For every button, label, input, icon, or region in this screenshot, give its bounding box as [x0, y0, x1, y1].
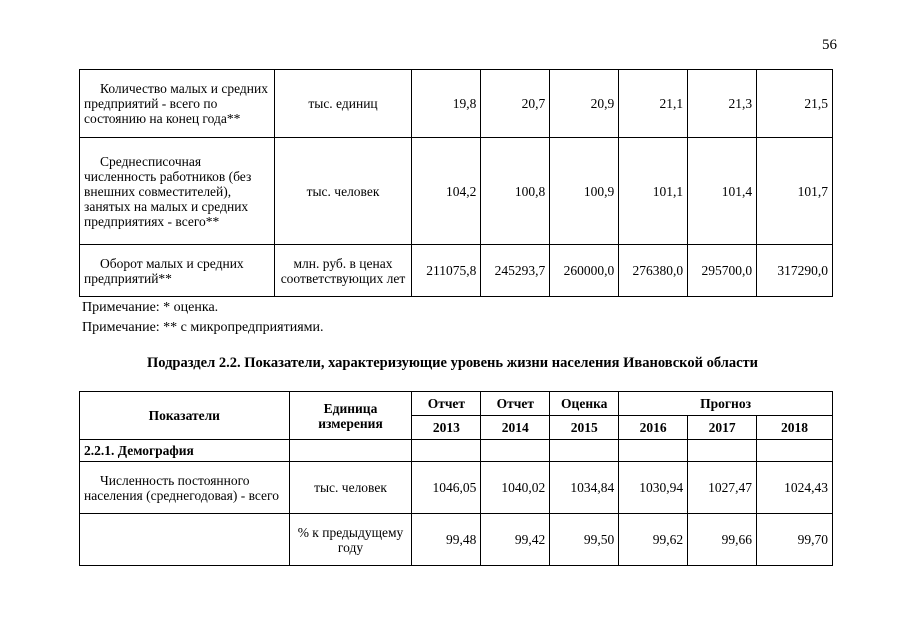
value-cell: 101,4 — [688, 138, 757, 245]
header-unit: Единица измерения — [289, 392, 412, 440]
empty-cell — [412, 440, 481, 462]
table-row — [80, 245, 833, 297]
section-title: 2.2.1. Демография — [80, 440, 290, 462]
unit-cell: тыс. человек — [289, 462, 412, 514]
header-group-estimate: Оценка — [550, 392, 619, 416]
unit-cell: млн. руб. в ценах соответствующих лет — [274, 245, 412, 297]
empty-cell — [688, 440, 757, 462]
value-cell: 21,1 — [619, 70, 688, 138]
value-cell: 211075,8 — [412, 245, 481, 297]
value-cell: 1034,84 — [550, 462, 619, 514]
header-year: 2015 — [550, 416, 619, 440]
value-cell: 1030,94 — [619, 462, 688, 514]
value-cell: 295700,0 — [688, 245, 757, 297]
value-cell: 276380,0 — [619, 245, 688, 297]
indicator-cell: Численность постоянного населения (среднегодовая) - всего — [80, 462, 290, 514]
header-row — [80, 392, 833, 416]
value-cell: 101,1 — [619, 138, 688, 245]
unit-cell: % к предыдущему году — [289, 514, 412, 566]
living-standards-table — [79, 391, 833, 566]
value-cell: 317290,0 — [757, 245, 833, 297]
value-cell: 99,50 — [550, 514, 619, 566]
value-cell: 19,8 — [412, 70, 481, 138]
value-cell: 21,5 — [757, 70, 833, 138]
value-cell: 104,2 — [412, 138, 481, 245]
value-cell: 260000,0 — [550, 245, 619, 297]
note-estimate: Примечание: * оценка. — [82, 300, 219, 315]
value-cell: 1040,02 — [481, 462, 550, 514]
page-number: 56 — [822, 37, 837, 53]
value-cell: 99,42 — [481, 514, 550, 566]
indicator-cell: Среднесписочная численность работников (без внешних совместителей), занятых на малых и средних предприятиях - всего** — [80, 138, 275, 245]
unit-cell: тыс. человек — [274, 138, 412, 245]
value-cell: 20,7 — [481, 70, 550, 138]
value-cell: 99,48 — [412, 514, 481, 566]
indicator-cell — [80, 514, 290, 566]
subsection-title: Подраздел 2.2. Показатели, характеризующие уровень жизни населения Ивановской области — [146, 355, 759, 371]
value-cell: 99,66 — [688, 514, 757, 566]
value-cell: 245293,7 — [481, 245, 550, 297]
value-cell: 100,9 — [550, 138, 619, 245]
header-year: 2014 — [481, 416, 550, 440]
empty-cell — [550, 440, 619, 462]
value-cell: 99,62 — [619, 514, 688, 566]
indicator-cell: Оборот малых и средних предприятий** — [80, 245, 275, 297]
value-cell: 99,70 — [757, 514, 833, 566]
header-year: 2016 — [619, 416, 688, 440]
empty-cell — [289, 440, 412, 462]
value-cell: 1046,05 — [412, 462, 481, 514]
empty-cell — [757, 440, 833, 462]
value-cell: 20,9 — [550, 70, 619, 138]
table-row — [80, 462, 833, 514]
value-cell: 100,8 — [481, 138, 550, 245]
value-cell: 101,7 — [757, 138, 833, 245]
section-row — [80, 440, 833, 462]
small-business-table — [79, 69, 833, 297]
header-year: 2013 — [412, 416, 481, 440]
note-micro-enterprises: Примечание: ** с микропредприятиями. — [82, 320, 324, 335]
header-indicators: Показатели — [80, 392, 290, 440]
header-group-report: Отчет — [412, 392, 481, 416]
header-group-report: Отчет — [481, 392, 550, 416]
indicator-cell: Количество малых и средних предприятий - всего по состоянию на конец года** — [80, 70, 275, 138]
empty-cell — [619, 440, 688, 462]
value-cell: 1024,43 — [757, 462, 833, 514]
header-year: 2017 — [688, 416, 757, 440]
table-row — [80, 514, 833, 566]
header-group-forecast: Прогноз — [619, 392, 833, 416]
value-cell: 21,3 — [688, 70, 757, 138]
table-row — [80, 138, 833, 245]
header-year: 2018 — [757, 416, 833, 440]
empty-cell — [481, 440, 550, 462]
unit-cell: тыс. единиц — [274, 70, 412, 138]
value-cell: 1027,47 — [688, 462, 757, 514]
table-row — [80, 70, 833, 138]
